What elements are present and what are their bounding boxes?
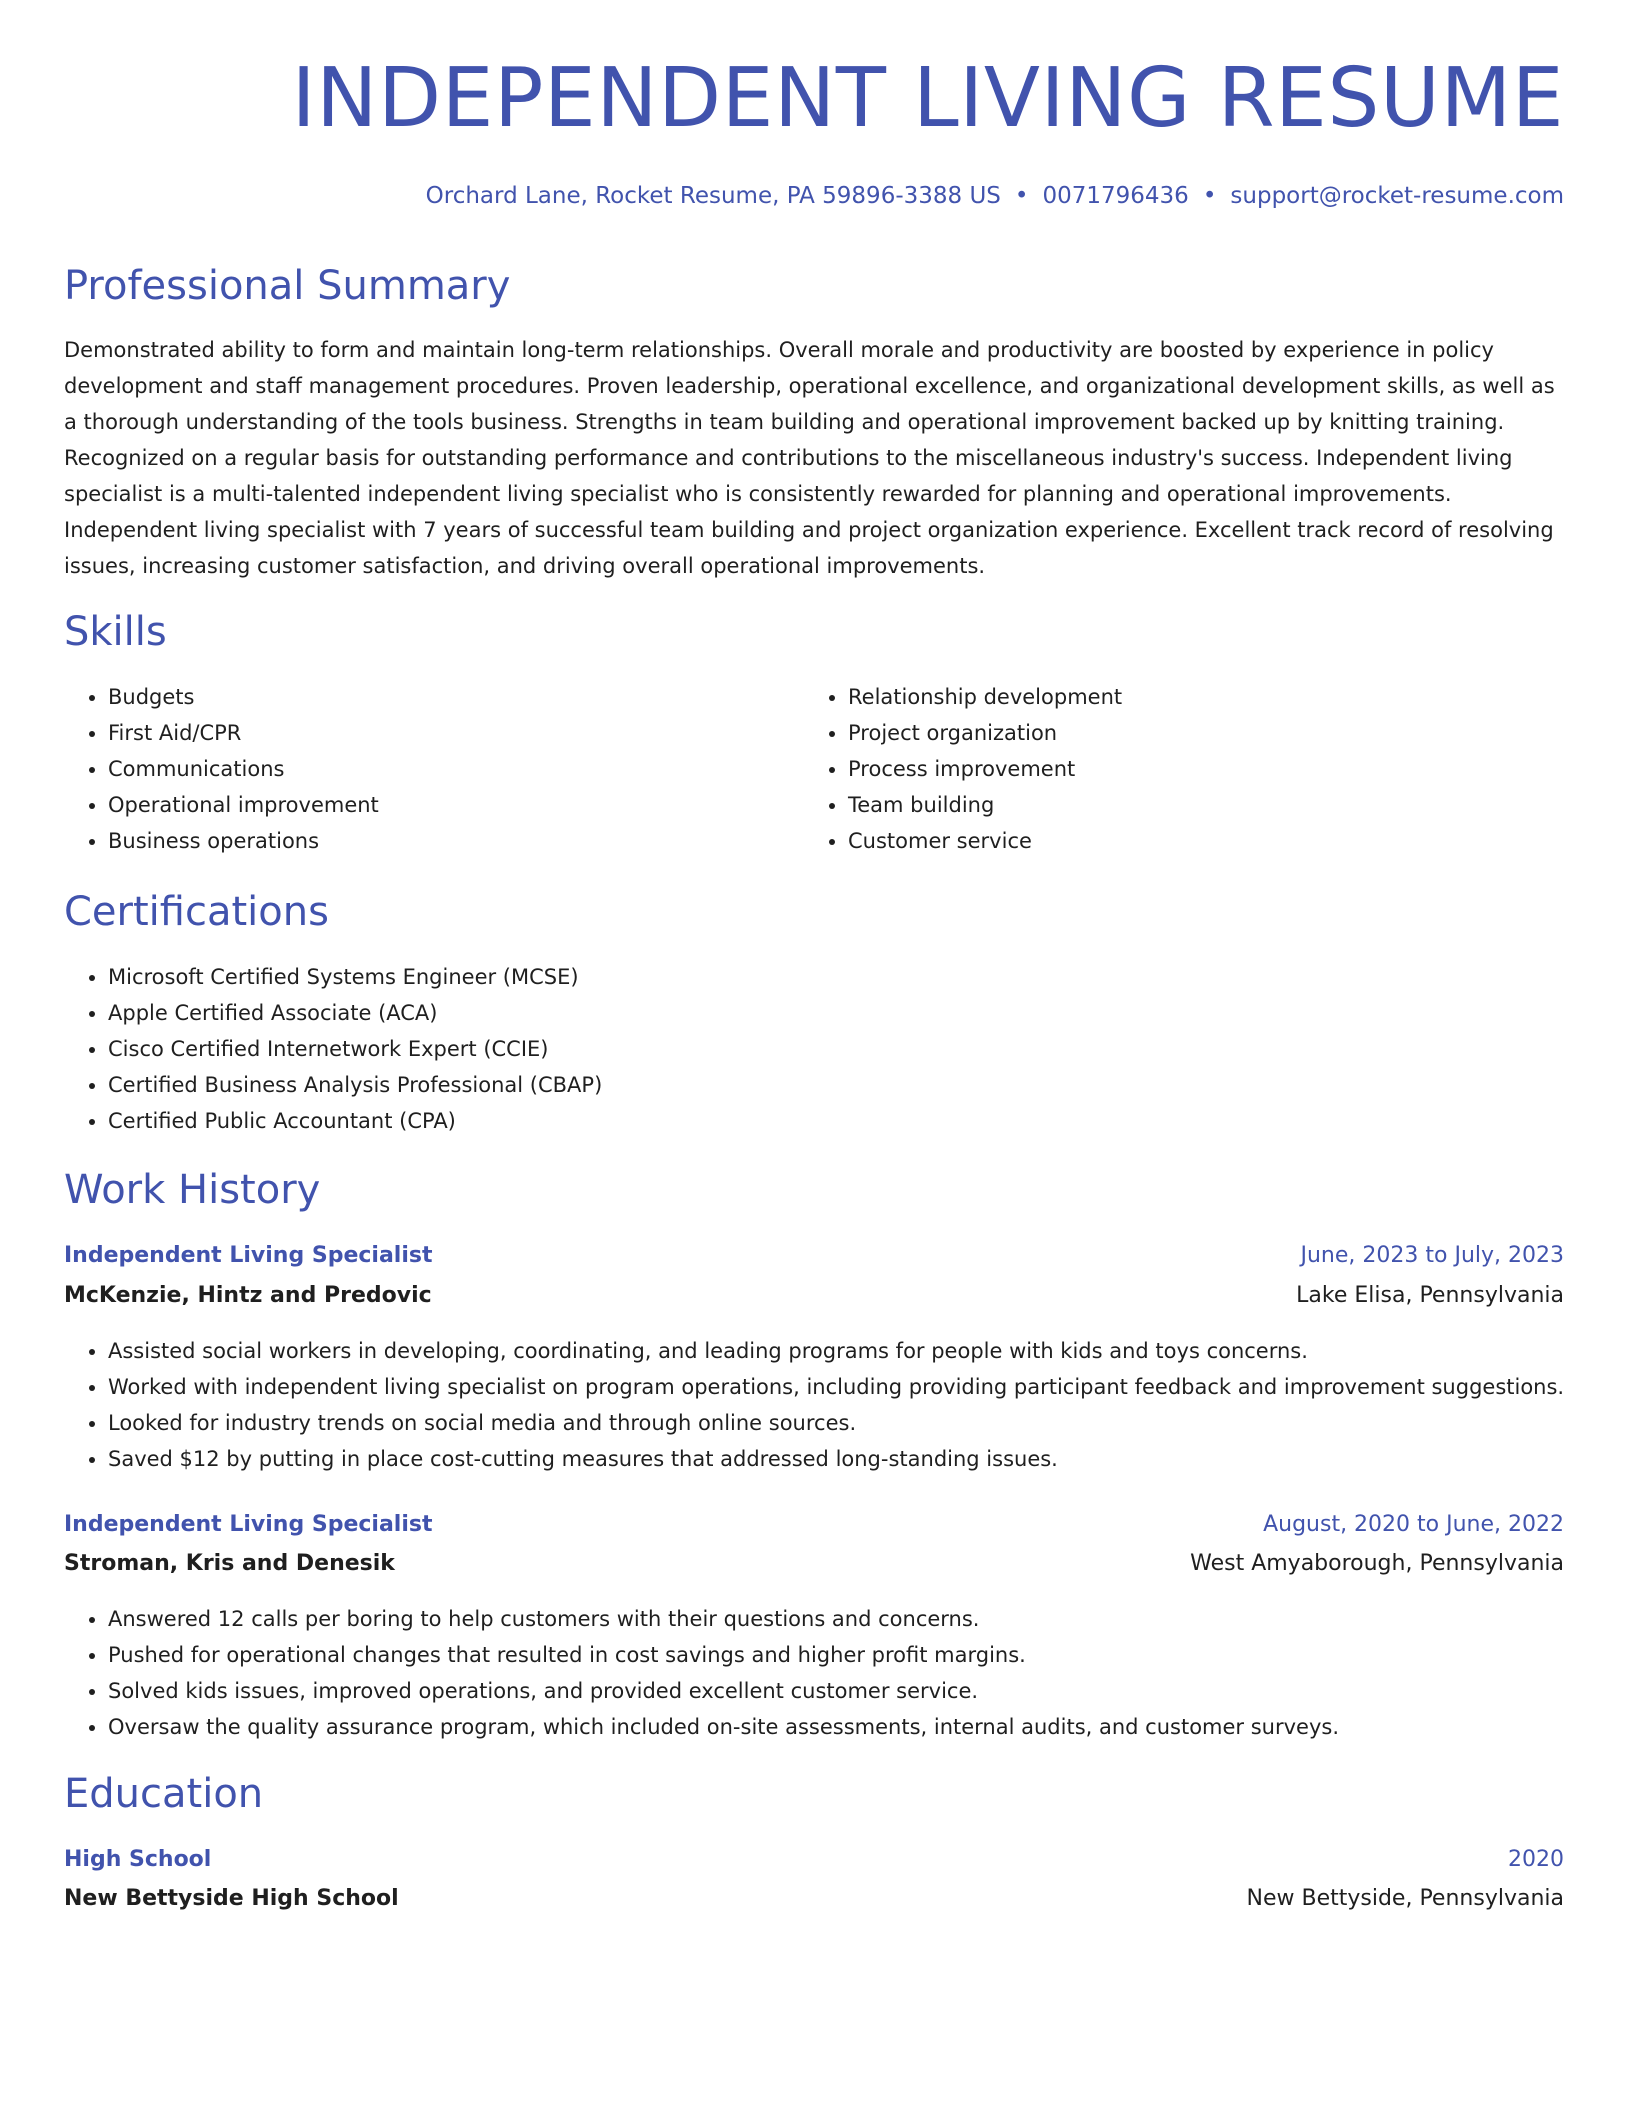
contact-address: Orchard Lane, Rocket Resume, PA 59896-3388 US — [425, 183, 1001, 209]
resume-title: INDEPENDENT LIVING RESUME — [291, 51, 1564, 146]
skills-list-left — [64, 679, 379, 859]
certifications-heading: Certifications — [64, 889, 329, 935]
job-title: Independent Living Specialist — [64, 1512, 433, 1537]
certification-item: • Certified Public Accountant (CPA) — [108, 1103, 602, 1139]
contact-line — [426, 183, 1564, 211]
education-degree-row — [64, 1842, 1564, 1878]
work-history-heading: Work History — [64, 1167, 321, 1213]
certification-item: • Microsoft Certified Systems Engineer (MCSE) — [108, 959, 602, 995]
skill-item: • First Aid/CPR — [108, 715, 379, 751]
education-year: 2020 — [1508, 1847, 1564, 1872]
job-location: Lake Elisa, Pennsylvania — [1296, 1283, 1564, 1308]
contact-email[interactable]: support@rocket-resume.com — [1230, 183, 1564, 209]
skill-item: • Business operations — [108, 823, 379, 859]
skill-item: • Process improvement — [848, 751, 1122, 787]
skills-list-right — [804, 679, 1122, 859]
skill-item: • Relationship development — [848, 679, 1122, 715]
skill-item: • Budgets — [108, 679, 379, 715]
job-duty-item: • Saved $12 by putting in place cost-cutting measures that addressed long-standing issues. — [108, 1441, 1564, 1477]
education-degree: High School — [64, 1847, 212, 1872]
job-duty-item: • Looked for industry trends on social media and through online sources. — [108, 1405, 1564, 1441]
job-duty-item: • Oversaw the quality assurance program, which included on-site assessments, internal audits, and customer surveys. — [108, 1709, 1339, 1745]
summary-text: Demonstrated ability to form and maintain long-term relationships. Overall morale and productivity are boosted by experience in policy development and staff management procedures. Proven leadership, operational excellence, and organizational development skills, as well as a thorough understanding of the tools business. Strengths in team building and operational improvement backed up by knitting training. Recognized on a regular basis for outstanding performance and contributions to the miscellaneous industry's success. Independent living specialist is a multi-talented independent living specialist who is consistently rewarded for planning and operational improvements. Independent living specialist with 7 years of successful team building and project organization experience. Excellent track record of resolving issues, increasing customer satisfaction, and driving overall operational improvements. — [64, 338, 1555, 578]
job-title-row — [64, 1507, 1564, 1543]
contact-separator: • — [1014, 183, 1029, 209]
job-duty-item: • Pushed for operational changes that resulted in cost savings and higher profit margins. — [108, 1637, 1339, 1673]
job-location: West Amyaborough, Pennsylvania — [1190, 1551, 1564, 1576]
job-duty-item: • Solved kids issues, improved operations, and provided excellent customer service. — [108, 1673, 1339, 1709]
job-duties-list — [64, 1333, 1564, 1477]
job-duty-item: • Answered 12 calls per boring to help customers with their questions and concerns. — [108, 1601, 1339, 1637]
contact-phone: 0071796436 — [1042, 183, 1189, 209]
skill-item: • Project organization — [848, 715, 1122, 751]
education-school-row — [64, 1881, 1564, 1917]
certifications-list — [64, 959, 602, 1139]
job-dates: June, 2023 to July, 2023 — [1300, 1243, 1564, 1268]
skill-item: • Communications — [108, 751, 379, 787]
job-company: Stroman, Kris and Denesik — [64, 1551, 395, 1576]
education-location: New Bettyside, Pennsylvania — [1246, 1886, 1564, 1911]
skill-item: • Team building — [848, 787, 1122, 823]
certification-item: • Certified Business Analysis Professional (CBAP) — [108, 1067, 602, 1103]
certification-item: • Cisco Certified Internetwork Expert (CCIE) — [108, 1031, 602, 1067]
skill-item: • Customer service — [848, 823, 1122, 859]
job-title-row — [64, 1238, 1564, 1274]
summary-heading: Professional Summary — [64, 263, 511, 309]
job-company-row — [64, 1546, 1564, 1582]
certification-item: • Apple Certified Associate (ACA) — [108, 995, 602, 1031]
contact-separator: • — [1202, 183, 1217, 209]
skill-item: • Operational improvement — [108, 787, 379, 823]
job-dates: August, 2020 to June, 2022 — [1263, 1512, 1564, 1537]
education-heading: Education — [64, 1771, 264, 1817]
job-duty-item: • Assisted social workers in developing, coordinating, and leading programs for people with kids and toys concerns. — [108, 1333, 1564, 1369]
skills-heading: Skills — [64, 609, 167, 655]
job-duties-list — [64, 1601, 1339, 1745]
job-duty-item: • Worked with independent living specialist on program operations, including providing participant feedback and improvement suggestions. — [108, 1369, 1564, 1405]
education-school: New Bettyside High School — [64, 1886, 399, 1911]
job-title: Independent Living Specialist — [64, 1243, 433, 1268]
job-company-row — [64, 1278, 1564, 1314]
job-company: McKenzie, Hintz and Predovic — [64, 1283, 432, 1308]
